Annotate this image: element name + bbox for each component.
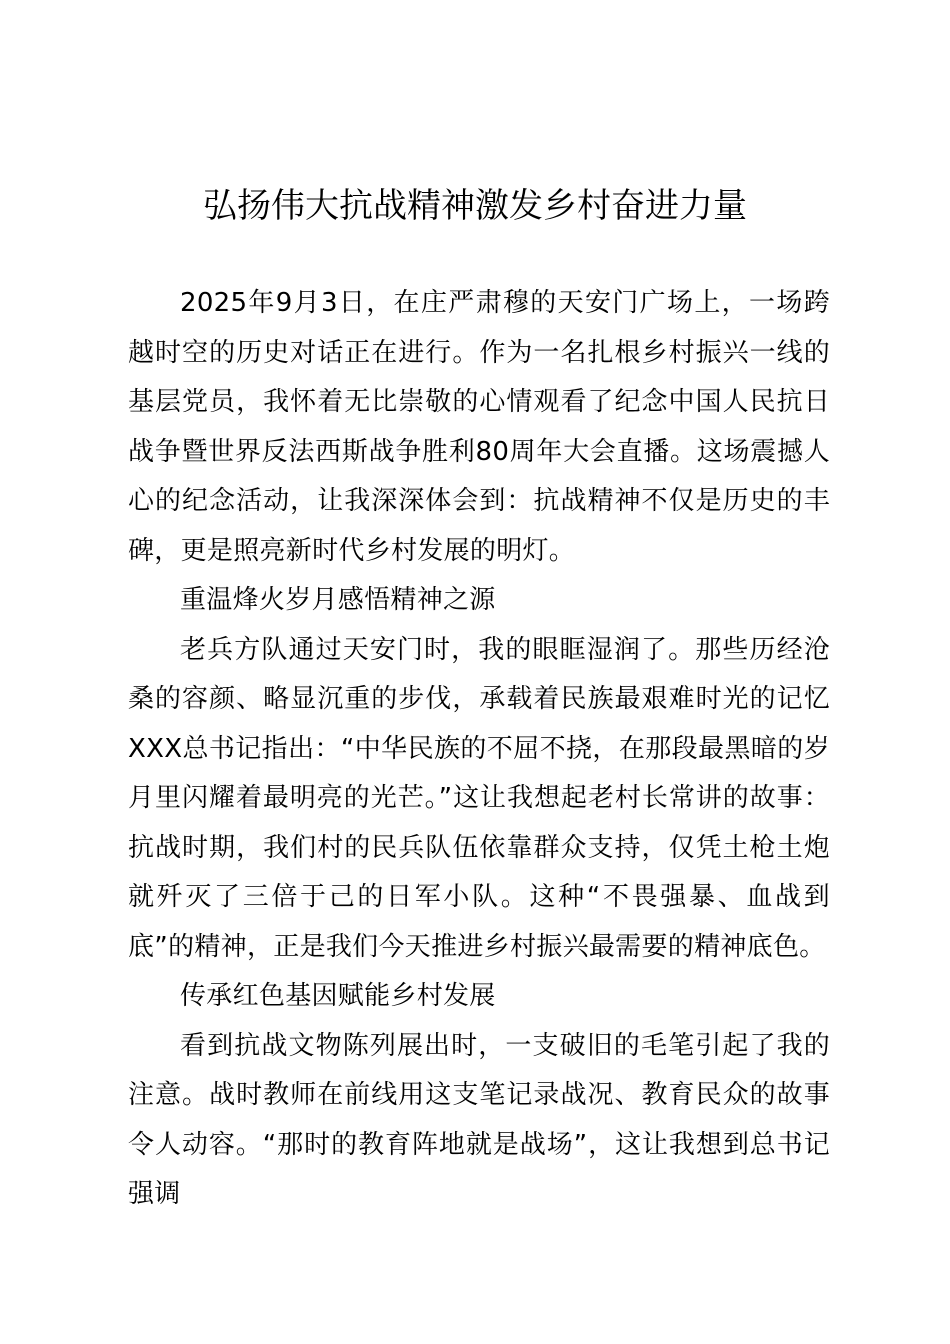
paragraph-2: 老兵方队通过天安门时，我的眼眶湿润了。那些历经沧桑的容颜、略显沉重的步伐，承载着民族最艰难时光的记忆XXX总书记指出：“中华民族的不屈不挠，在那段最黑暗的岁月里闪耀着最明亮的光芒。”这让我想起老村长常讲的故事：抗战时期，我们村的民兵队伍依靠群众支持，仅凭土枪土炮就歼灭了三倍于己的日军小队。这种“不畏强暴、血战到底”的精神，正是我们今天推进乡村振兴最需要的精神底色。	[128, 634, 830, 962]
document-title: 弘扬伟大抗战精神激发乡村奋进力量	[203, 186, 747, 226]
section-heading-1: 重温烽火岁月感悟精神之源	[180, 585, 496, 615]
paragraph-3: 看到抗战文物陈列展出时，一支破旧的毛笔引起了我的注意。战时教师在前线用这支笔记录战况、教育民众的故事令人动容。“那时的教育阵地就是战场”，这让我想到总书记强调	[128, 1030, 830, 1209]
document-body	[128, 279, 830, 1220]
section-heading-2: 传承红色基因赋能乡村发展	[180, 981, 496, 1011]
paragraph-1: 2025年9月3日，在庄严肃穆的天安门广场上，一场跨越时空的历史对话正在进行。作为一名扎根乡村振兴一线的基层党员，我怀着无比崇敬的心情观看了纪念中国人民抗日战争暨世界反法西斯战争胜利80周年大会直播。这场震撼人心的纪念活动，让我深深体会到：抗战精神不仅是历史的丰碑，更是照亮新时代乡村发展的明灯。	[128, 288, 830, 566]
